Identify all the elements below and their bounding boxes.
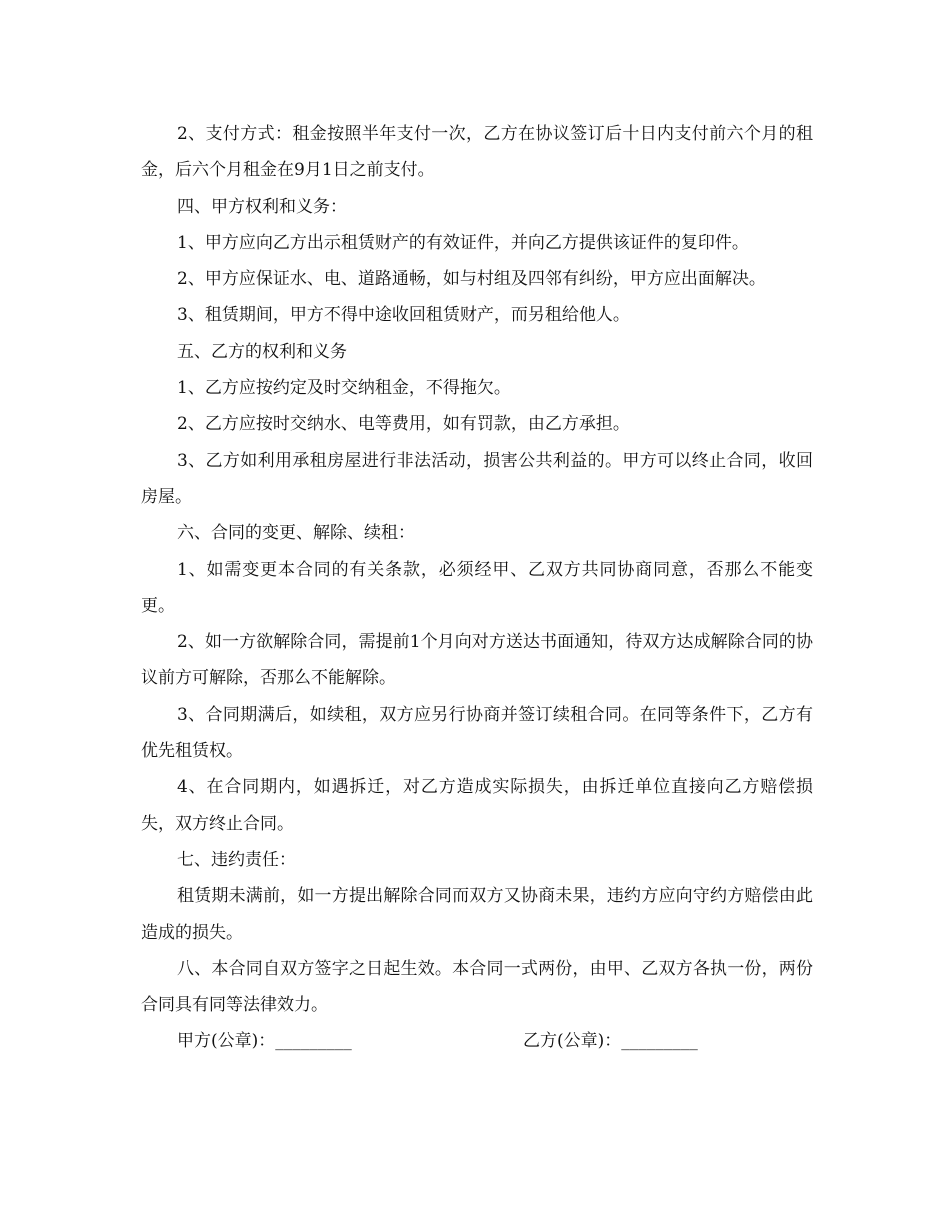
clause-c-2: 2、如一方欲解除合同，需提前1个月向对方送达书面通知，待双方达成解除合同的协议前方可解除，否那么不能解除。 [141, 632, 813, 689]
clause-a-1: 1、甲方应向乙方出示租赁财产的有效证件，并向乙方提供该证件的复印件。 [177, 232, 749, 253]
signature-row [141, 1023, 813, 1059]
signature-party-a: 甲方(公章)：_________ [177, 1031, 352, 1052]
document-body [141, 116, 813, 1059]
clause-b-1: 1、乙方应按约定及时交纳租金，不得拖欠。 [177, 378, 511, 399]
section-heading-changes: 六、合同的变更、解除、续租： [177, 523, 415, 544]
clause-b-3: 3、乙方如利用承租房屋进行非法活动，损害公共利益的。甲方可以终止合同，收回房屋。 [141, 450, 813, 507]
clause-effective: 八、本合同自双方签字之日起生效。本合同一式两份，由甲、乙双方各执一份，两份合同具有同等法律效力。 [141, 958, 813, 1016]
clause-c-4: 4、在合同期内，如遇拆迁，对乙方造成实际损失，由拆迁单位直接向乙方赔偿损失，双方终止合同。 [141, 777, 813, 834]
clause-a-3: 3、租赁期间，甲方不得中途收回租赁财产，而另租给他人。 [177, 305, 630, 326]
clause-a-2: 2、甲方应保证水、电、道路通畅，如与村组及四邻有纠纷，甲方应出面解决。 [177, 269, 766, 290]
clause-breach: 租赁期未满前，如一方提出解除合同而双方又协商未果，违约方应向守约方赔偿由此造成的损失。 [141, 886, 813, 943]
clause-b-2: 2、乙方应按时交纳水、电等费用，如有罚款，由乙方承担。 [177, 414, 630, 435]
signature-party-b: 乙方(公章)：_________ [523, 1031, 698, 1052]
clause-c-3: 3、合同期满后，如续租，双方应另行协商并签订续租合同。在同等条件下，乙方有优先租赁权。 [141, 704, 813, 762]
section-heading-party-a-rights: 四、甲方权利和义务： [177, 196, 347, 217]
clause-c-1: 1、如需变更本合同的有关条款，必须经甲、乙双方共同协商同意，否那么不能变更。 [141, 559, 813, 616]
clause-payment-method: 2、支付方式：租金按照半年支付一次，乙方在协议签订后十日内支付前六个月的租金，后六个月租金在9月1日之前支付。 [141, 124, 813, 181]
section-heading-party-b-rights: 五、乙方的权利和义务 [177, 341, 347, 362]
section-heading-breach: 七、违约责任： [177, 849, 296, 870]
